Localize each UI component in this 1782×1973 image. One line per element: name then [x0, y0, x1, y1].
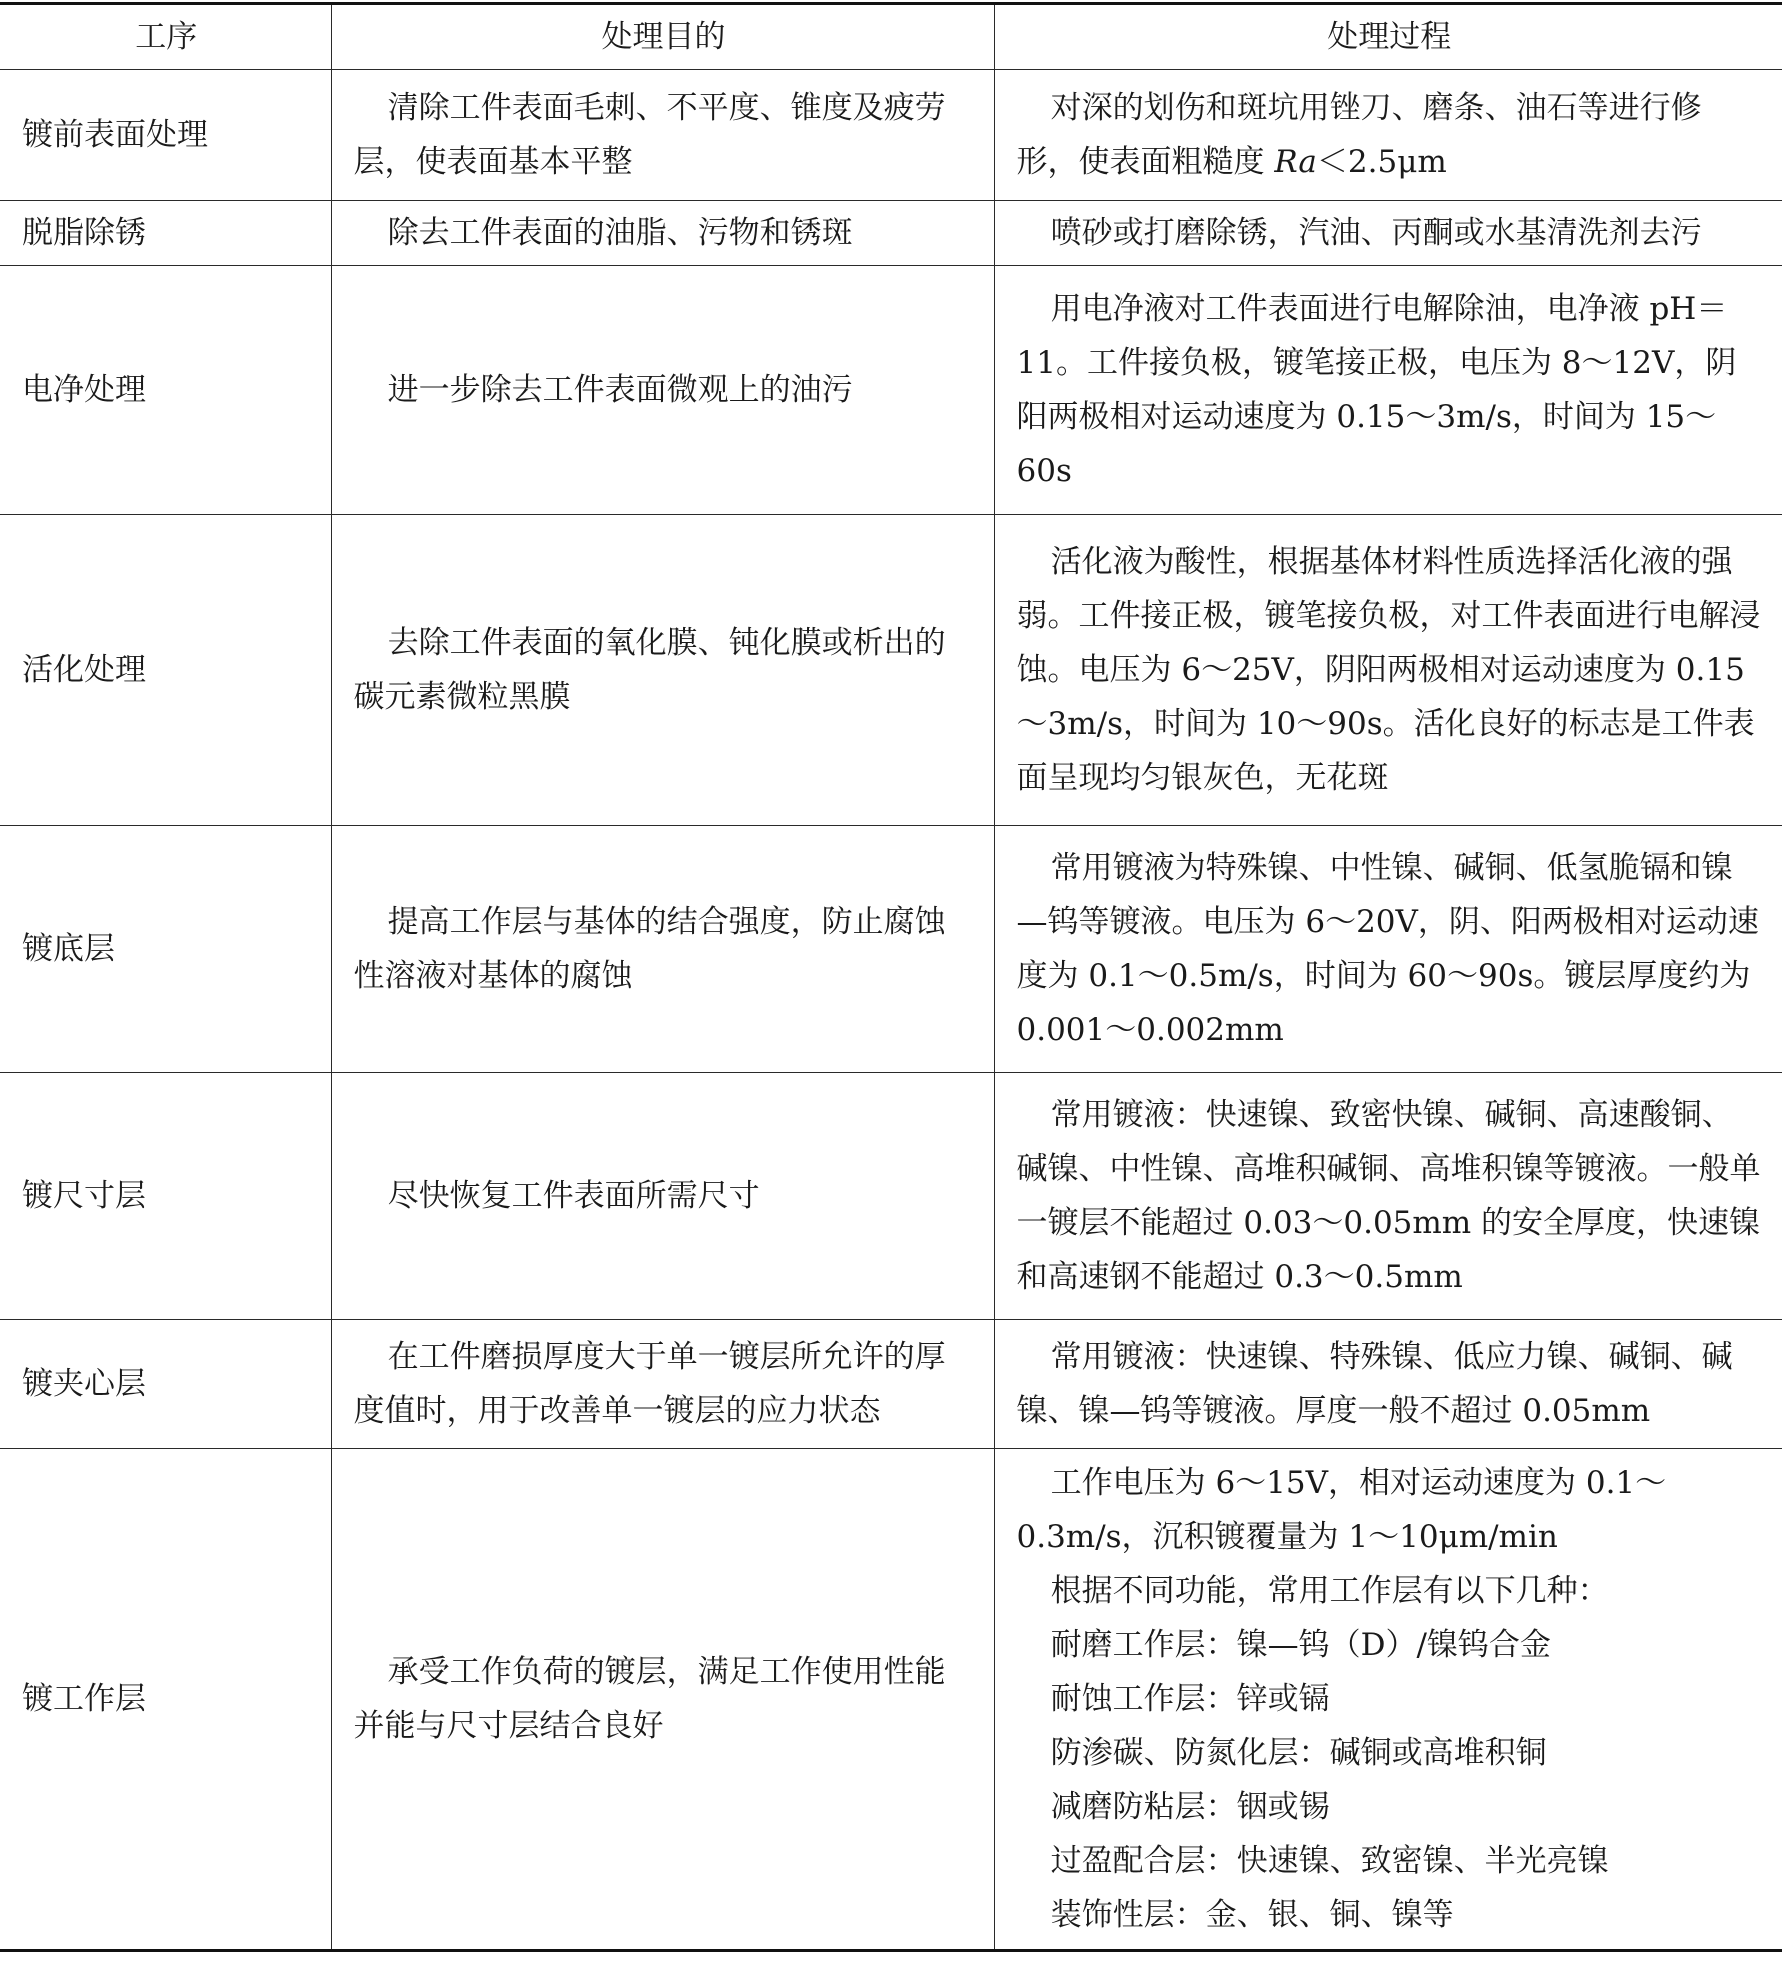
purpose-text: 清除工件表面毛刺、不平度、锥度及疲劳层，使表面基本平整 [353, 90, 946, 180]
process-cell [994, 515, 1782, 826]
process-text-post: ＜2.5μm [1316, 144, 1447, 180]
purpose-cell [331, 515, 994, 826]
header-step: 工序 [0, 4, 331, 70]
table-row [0, 1320, 1782, 1449]
purpose-cell [331, 1449, 994, 1951]
purpose-cell [331, 266, 994, 515]
work-layer-line: 减磨防粘层：铟或锡 [1050, 1789, 1330, 1825]
process-text: 喷砂或打磨除锈，汽油、丙酮或水基清洗剂去污 [1050, 215, 1702, 251]
table-row [0, 826, 1782, 1073]
process-text: 活化液为酸性，根据基体材料性质选择活化液的强弱。工件接正极，镀笔接负极，对工件表面进行电解浸蚀。电压为 6～25V，阴阳两极相对运动速度为 0.15～3m/s，时间为 10～90s。活化良好的标志是工件表面呈现均匀银灰色，无花斑 [1016, 544, 1761, 796]
purpose-text: 承受工作负荷的镀层，满足工作使用性能并能与尺寸层结合良好 [353, 1654, 946, 1744]
table-row [0, 266, 1782, 515]
process-cell [994, 201, 1782, 266]
process-cell [994, 826, 1782, 1073]
purpose-cell [331, 1320, 994, 1449]
purpose-cell [331, 826, 994, 1073]
work-layer-line: 防渗碳、防氮化层：碱铜或高堆积铜 [1050, 1735, 1547, 1771]
step-cell: 镀底层 [0, 826, 331, 1073]
purpose-cell [331, 70, 994, 201]
process-text-pre: 对深的划伤和斑坑用锉刀、磨条、油石等进行修形，使表面粗糙度 [1016, 90, 1702, 180]
table-row [0, 70, 1782, 201]
work-layer-line: 耐磨工作层：镍—钨（D）/镍钨合金 [1050, 1627, 1551, 1663]
header-purpose: 处理目的 [331, 4, 994, 70]
step-cell: 镀工作层 [0, 1449, 331, 1951]
step-cell: 活化处理 [0, 515, 331, 826]
roughness-symbol: Ra [1274, 144, 1317, 180]
process-cell [994, 266, 1782, 515]
step-cell: 电净处理 [0, 266, 331, 515]
process-intro: 工作电压为 6～15V，相对运动速度为 0.1～0.3m/s，沉积镀覆量为 1～10μm/min [1016, 1465, 1667, 1555]
work-layer-line: 根据不同功能，常用工作层有以下几种： [1050, 1573, 1609, 1609]
process-cell [994, 1320, 1782, 1449]
step-cell: 脱脂除锈 [0, 201, 331, 266]
step-cell: 镀夹心层 [0, 1320, 331, 1449]
work-layer-line: 装饰性层：金、银、铜、镍等 [1050, 1897, 1454, 1933]
process-text: 常用镀液为特殊镍、中性镍、碱铜、低氢脆镉和镍—钨等镀液。电压为 6～20V，阴、阳两极相对运动速度为 0.1～0.5m/s，时间为 60～90s。镀层厚度约为 0.001～0.002mm [1016, 850, 1759, 1048]
purpose-cell [331, 1073, 994, 1320]
table-row [0, 515, 1782, 826]
process-table [0, 2, 1782, 1952]
process-cell [994, 70, 1782, 201]
process-text: 常用镀液：快速镍、特殊镍、低应力镍、碱铜、碱镍、镍—钨等镀液。厚度一般不超过 0.05mm [1016, 1339, 1733, 1429]
process-text: 用电净液对工件表面进行电解除油，电净液 pH＝11。工件接负极，镀笔接正极，电压为 8～12V，阴阳两极相对运动速度为 0.15～3m/s，时间为 15～60s [1016, 291, 1737, 489]
table-row [0, 1073, 1782, 1320]
table-header-row [0, 4, 1782, 70]
work-layer-line: 耐蚀工作层：锌或镉 [1050, 1681, 1330, 1717]
table-row [0, 1449, 1782, 1951]
table-row [0, 201, 1782, 266]
process-cell [994, 1073, 1782, 1320]
purpose-text: 尽快恢复工件表面所需尺寸 [387, 1178, 760, 1214]
purpose-text: 提高工作层与基体的结合强度，防止腐蚀性溶液对基体的腐蚀 [353, 904, 946, 994]
header-process: 处理过程 [994, 4, 1782, 70]
purpose-text: 进一步除去工件表面微观上的油污 [387, 372, 853, 408]
work-layer-line: 过盈配合层：快速镍、致密镍、半光亮镍 [1050, 1843, 1609, 1879]
step-cell: 镀前表面处理 [0, 70, 331, 201]
purpose-text: 在工件磨损厚度大于单一镀层所允许的厚度值时，用于改善单一镀层的应力状态 [353, 1339, 946, 1429]
step-cell: 镀尺寸层 [0, 1073, 331, 1320]
process-text [1017, 81, 1763, 189]
process-cell [994, 1449, 1782, 1951]
purpose-cell [331, 201, 994, 266]
purpose-text: 去除工件表面的氧化膜、钝化膜或析出的碳元素微粒黑膜 [353, 625, 946, 715]
process-text: 常用镀液：快速镍、致密快镍、碱铜、高速酸铜、碱镍、中性镍、高堆积碱铜、高堆积镍等镀液。一般单一镀层不能超过 0.03～0.05mm 的安全厚度，快速镍和高速钢不能超过 0.3～0.5mm [1016, 1097, 1761, 1295]
purpose-text: 除去工件表面的油脂、污物和锈斑 [387, 215, 853, 251]
